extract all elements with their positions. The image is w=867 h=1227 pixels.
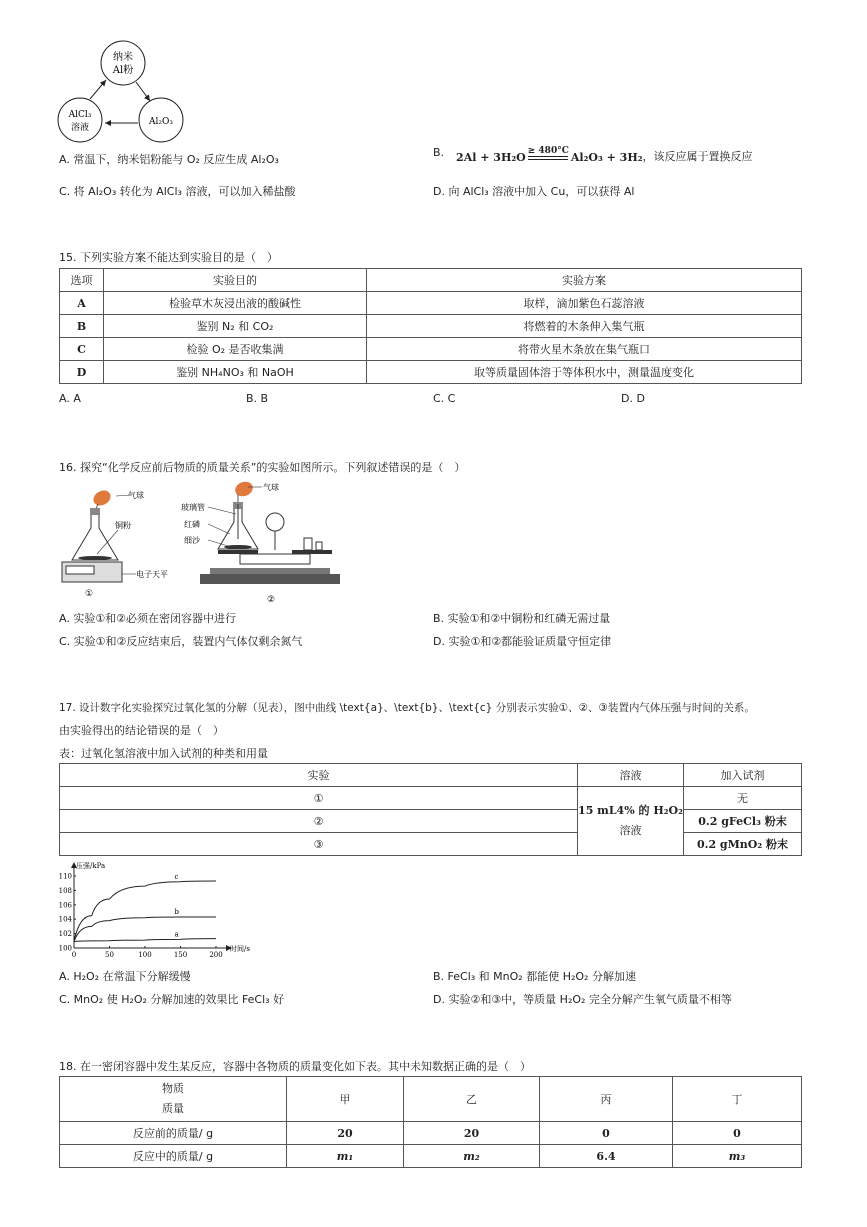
row-reagent: 0.2 gMnO₂ 粉末 xyxy=(684,833,802,856)
q18-table xyxy=(59,1076,802,1168)
row-label: A xyxy=(60,292,104,315)
table-row xyxy=(60,787,802,810)
q14-option-b[interactable] xyxy=(433,146,753,164)
node-nano-al-line1: 纳米 xyxy=(113,52,133,63)
experiment-2-figure xyxy=(180,474,345,609)
row-experiment: ③ xyxy=(60,833,578,856)
q16-option-c[interactable]: C. 实验①和②反应结束后，装置内气体仅剩余氮气 xyxy=(59,635,303,648)
table-header-row xyxy=(60,269,802,292)
q14-option-c[interactable]: C. 将 Al₂O₃ 转化为 AlCl₃ 溶液，可以加入稀盐酸 xyxy=(59,185,296,198)
q14-option-b-prefix: B. xyxy=(433,146,445,159)
balloon-icon xyxy=(91,487,114,508)
cell-value: 0 xyxy=(673,1122,802,1145)
q17-table-caption: 表：过氧化氢溶液中加入试剂的种类和用量 xyxy=(59,747,268,760)
stopper-icon xyxy=(90,508,100,515)
row-label: D xyxy=(60,361,104,384)
arrow-al-to-al2o3 xyxy=(136,82,150,101)
equal-sign-icon xyxy=(528,156,568,160)
q15-option-d[interactable]: D. D xyxy=(621,392,645,405)
corner-mass: 质量 xyxy=(162,1102,184,1115)
q15-option-b[interactable]: B. B xyxy=(246,392,269,405)
node-al2o3-label: Al₂O₃ xyxy=(149,117,173,127)
q18-stem: 18. 在一密闭容器中发生某反应，容器中各物质的质量变化如下表。其中未知数据正确的是（ ） xyxy=(59,1060,531,1073)
row-plan: 取等质量固体溶于等体积水中，测量温度变化 xyxy=(367,361,802,384)
solution-line2: 溶液 xyxy=(619,824,642,837)
y-tick-label: 108 xyxy=(58,886,72,895)
weight-icon xyxy=(316,542,322,550)
series-label-a: a xyxy=(174,930,179,939)
y-axis-label: 压强/kPa xyxy=(76,862,106,870)
table-header-row xyxy=(60,764,802,787)
q14-option-d[interactable]: D. 向 AlCl₃ 溶液中加入 Cu，可以获得 Al xyxy=(433,185,635,198)
label-exp2: ② xyxy=(266,595,276,605)
cell-value: m₂ xyxy=(404,1145,540,1168)
series-line-b xyxy=(74,917,216,941)
q15-stem: 15. 下列实验方案不能达到实验目的是（ ） xyxy=(59,251,278,264)
label-copper-powder: 铜粉 xyxy=(115,521,131,530)
row-label: C xyxy=(60,338,104,361)
q17-option-a[interactable]: A. H₂O₂ 在常温下分解缓慢 xyxy=(59,970,191,983)
node-alcl3-line2: 溶液 xyxy=(70,123,90,133)
q15-table xyxy=(59,268,802,384)
aluminum-cycle-diagram xyxy=(50,38,200,144)
table-row xyxy=(60,338,802,361)
row-purpose: 鉴别 NH₄NO₃ 和 NaOH xyxy=(104,361,367,384)
row-purpose: 鉴别 N₂ 和 CO₂ xyxy=(104,315,367,338)
node-nano-al xyxy=(101,41,145,85)
q17-option-b[interactable]: B. FeCl₃ 和 MnO₂ 都能使 H₂O₂ 分解加速 xyxy=(433,970,636,983)
balance-base-icon xyxy=(210,568,330,574)
row-plan: 将带火星木条放在集气瓶口 xyxy=(367,338,802,361)
y-tick-label: 104 xyxy=(58,915,72,924)
header-option: 选项 xyxy=(60,269,104,292)
q14-option-b-suffix: ，该反应属于置换反应 xyxy=(642,150,753,163)
cell-value: m₃ xyxy=(673,1145,802,1168)
x-tick-label: 150 xyxy=(173,951,188,959)
series-line-a xyxy=(74,939,216,942)
table-row xyxy=(60,833,802,856)
table-row xyxy=(60,1145,802,1168)
header-bing: 丙 xyxy=(540,1077,673,1122)
series-label-c: c xyxy=(174,872,179,881)
label-balloon: 气球 xyxy=(263,483,279,492)
header-experiment: 实验 xyxy=(60,764,578,787)
q17-table xyxy=(59,763,802,856)
q15-option-c[interactable]: C. C xyxy=(433,392,456,405)
balloon-icon xyxy=(233,479,255,498)
node-alcl3 xyxy=(58,98,102,142)
y-tick-label: 106 xyxy=(58,901,72,910)
row-plan: 将燃着的木条伸入集气瓶 xyxy=(367,315,802,338)
header-jia: 甲 xyxy=(287,1077,404,1122)
x-tick-label: 50 xyxy=(105,951,114,959)
x-tick-label: 0 xyxy=(71,951,77,959)
row-experiment: ① xyxy=(60,787,578,810)
row-reagent: 无 xyxy=(684,787,802,810)
experiment-1-figure xyxy=(56,482,186,600)
weight-icon xyxy=(304,538,312,550)
table-row xyxy=(60,1122,802,1145)
row-reagent: 0.2 gFeCl₃ 粉末 xyxy=(684,810,802,833)
label-balloon: 气球 xyxy=(128,491,144,500)
q17-stem-line1: 17. 设计数字化实验探究过氧化氢的分解（见表），图中曲线 \text{a}、\text{b}、\text{c} 分别表示实验①、②、③装置内气体压强与时间的关系。 xyxy=(59,702,755,714)
row-label: B xyxy=(60,315,104,338)
node-nano-al-line2: Al粉 xyxy=(112,65,134,76)
q16-stem: 16. 探究“化学反应前后物质的质量关系”的实验如图所示。下列叙述错误的是（ ） xyxy=(59,461,466,474)
balance-dial-icon xyxy=(266,513,284,531)
y-tick-label: 110 xyxy=(58,872,72,881)
corner-cell xyxy=(60,1077,287,1122)
series-line-c xyxy=(74,881,216,941)
table-row xyxy=(60,315,802,338)
node-alcl3-line1: AlCl₃ xyxy=(68,110,92,120)
row-purpose: 检验草木灰浸出液的酸碱性 xyxy=(104,292,367,315)
q15-option-a[interactable]: A. A xyxy=(59,392,81,405)
q16-option-b[interactable]: B. 实验①和②中铜粉和红磷无需过量 xyxy=(433,612,611,625)
table-row xyxy=(60,361,802,384)
label-red-phosphorus: 红磷 xyxy=(184,520,200,529)
pressure-time-chart xyxy=(56,860,266,964)
header-ding: 丁 xyxy=(673,1077,802,1122)
header-yi: 乙 xyxy=(404,1077,540,1122)
row-plan: 取样，滴加紫色石蕊溶液 xyxy=(367,292,802,315)
header-solution: 溶液 xyxy=(578,764,684,787)
label-glass-tube: 玻璃管 xyxy=(181,503,205,512)
cell-value: m₁ xyxy=(287,1145,404,1168)
row-label: 反应前的质量/ g xyxy=(60,1122,287,1145)
corner-substance: 物质 xyxy=(162,1082,184,1095)
arrow-alcl3-to-al xyxy=(90,80,106,99)
q17-option-d[interactable]: D. 实验②和③中，等质量 H₂O₂ 完全分解产生氧气质量不相等 xyxy=(433,993,732,1006)
label-balance: 电子天平 xyxy=(136,570,168,579)
header-purpose: 实验目的 xyxy=(104,269,367,292)
row-label: 反应中的质量/ g xyxy=(60,1145,287,1168)
cell-value: 20 xyxy=(404,1122,540,1145)
x-axis-label: 时间/s xyxy=(230,945,250,953)
y-tick-label: 100 xyxy=(58,944,72,953)
cell-value: 6.4 xyxy=(540,1145,673,1168)
equation-condition: ≥ 480°C xyxy=(527,146,569,156)
x-tick-label: 200 xyxy=(209,951,223,959)
q16-option-a[interactable]: A. 实验①和②必须在密闭容器中进行 xyxy=(59,612,237,625)
header-plan: 实验方案 xyxy=(367,269,802,292)
cell-value: 0 xyxy=(540,1122,673,1145)
q17-stem-line2: 由实验得出的结论错误的是（ ） xyxy=(59,724,224,737)
solution-cell xyxy=(578,787,684,856)
row-experiment: ② xyxy=(60,810,578,833)
q14-option-a[interactable]: A. 常温下，纳米铝粉能与 O₂ 反应生成 Al₂O₃ xyxy=(59,153,279,166)
table-row xyxy=(60,810,802,833)
label-exp1: ① xyxy=(84,589,94,599)
equation-right: Al₂O₃ + 3H₂ xyxy=(570,151,643,164)
table-row xyxy=(60,292,802,315)
q16-option-d[interactable]: D. 实验①和②都能验证质量守恒定律 xyxy=(433,635,612,648)
equation-left: 2Al + 3H₂O xyxy=(456,151,526,164)
cell-value: 20 xyxy=(287,1122,404,1145)
solution-line1: 15 mL4% 的 H₂O₂ xyxy=(578,804,683,817)
equation-arrow xyxy=(528,146,569,164)
label-sand: 细沙 xyxy=(184,536,200,545)
y-tick-label: 102 xyxy=(58,930,72,939)
row-purpose: 检验 O₂ 是否收集满 xyxy=(104,338,367,361)
x-tick-label: 100 xyxy=(138,951,152,959)
q17-option-c[interactable]: C. MnO₂ 使 H₂O₂ 分解加速的效果比 FeCl₃ 好 xyxy=(59,993,285,1006)
series-label-b: b xyxy=(174,908,179,917)
table-header-row xyxy=(60,1077,802,1122)
header-reagent: 加入试剂 xyxy=(684,764,802,787)
